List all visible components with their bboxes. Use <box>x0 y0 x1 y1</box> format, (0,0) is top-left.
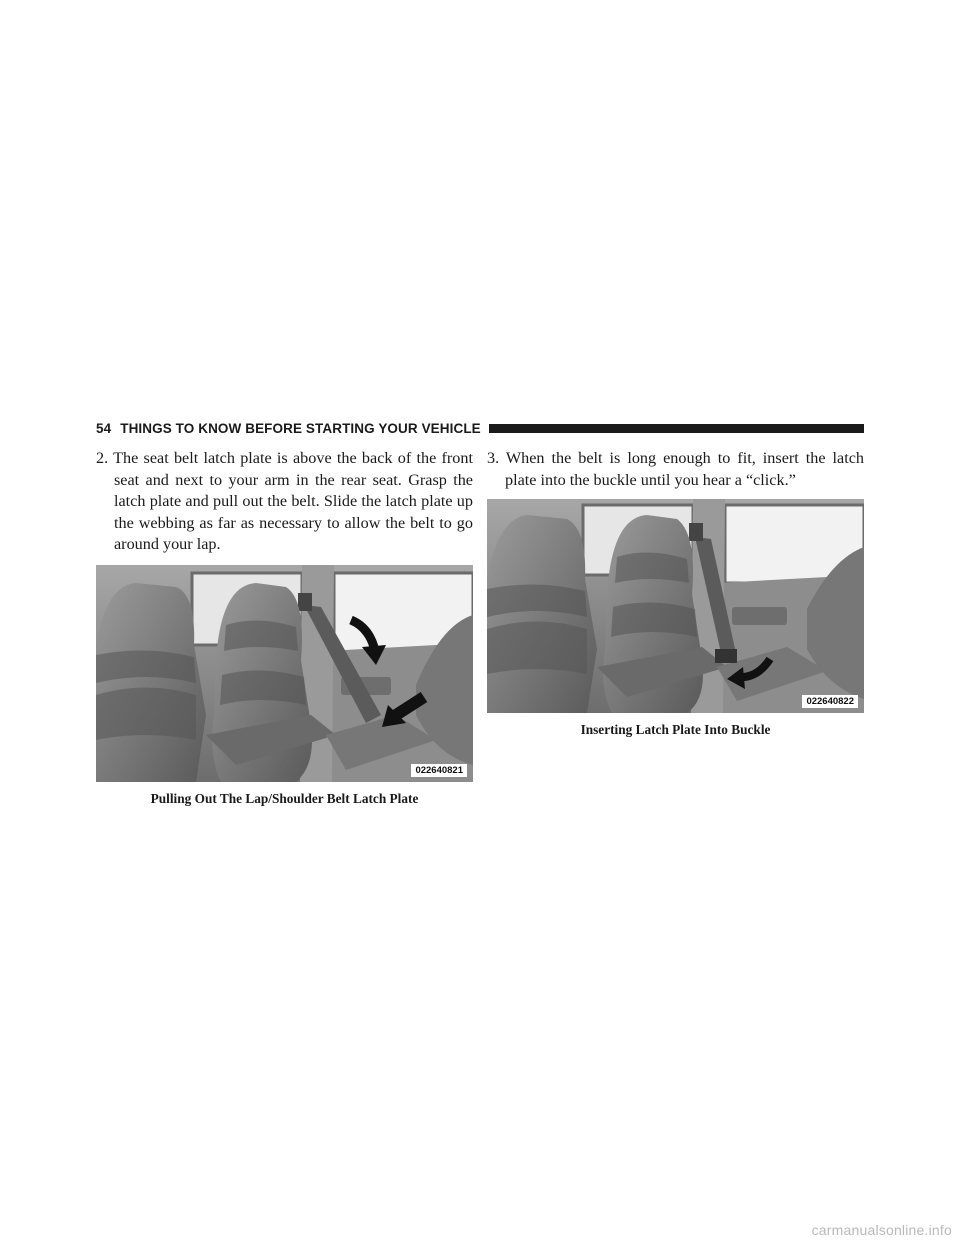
step-3-text: 3. When the belt is long enough to fit, insert the latch plate into the buckle until you hear a “click.” <box>487 449 864 489</box>
header-rule <box>489 424 864 433</box>
figure-pulling-latch-plate <box>96 565 473 782</box>
step-2-text: 2. The seat belt latch plate is above the back of the front seat and next to your arm in the rear seat. Grasp the latch plate and pull out the belt. Slide the latch plate up the webbing as far as necessary to allow the belt to go around your lap. <box>96 449 473 554</box>
figure-code: 022640822 <box>802 695 858 708</box>
figure-code: 022640821 <box>411 764 467 777</box>
section-title: THINGS TO KNOW BEFORE STARTING YOUR VEHICLE <box>120 420 481 436</box>
figure-caption: Inserting Latch Plate Into Buckle <box>580 722 771 738</box>
watermark: carmanualsonline.info <box>811 1222 952 1238</box>
seat-belt-illustration <box>96 565 473 782</box>
figure-inserting-latch-plate <box>487 499 864 713</box>
right-column <box>487 448 864 738</box>
left-column <box>96 448 473 807</box>
figure-caption: Pulling Out The Lap/Shoulder Belt Latch Plate <box>150 790 419 806</box>
page-header <box>96 418 864 438</box>
buckle-illustration <box>487 499 864 713</box>
page-number: 54 <box>96 420 112 436</box>
